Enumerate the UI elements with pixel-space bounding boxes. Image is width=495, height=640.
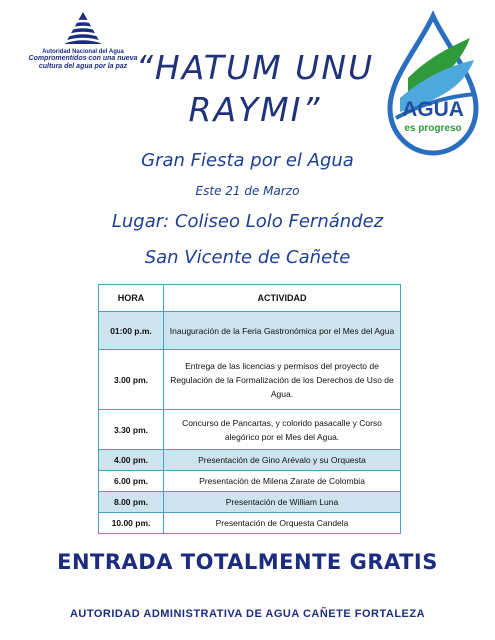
row-actividad: Presentación de Milena Zarate de Colombia <box>164 471 401 492</box>
ana-emblem-icon <box>61 8 105 48</box>
row-hora: 8.00 pm. <box>99 492 164 513</box>
table-row <box>99 410 401 450</box>
row-actividad: Presentación de Gino Arévalo y su Orquesta <box>164 450 401 471</box>
schedule-header-row <box>99 285 401 312</box>
row-hora: 4.00 pm. <box>99 450 164 471</box>
row-actividad: Inauguración de la Feria Gastronómica por el Mes del Agua <box>164 312 401 350</box>
table-row <box>99 450 401 471</box>
header-hora: HORA <box>99 285 164 312</box>
event-date: Este 21 de Marzo <box>195 184 300 198</box>
table-row <box>99 312 401 350</box>
agua-tagline-text: es progreso <box>404 123 462 134</box>
row-actividad: Concurso de Pancartas, y colorido pasacalle y Corso alegórico por el Mes del Agua. <box>164 410 401 450</box>
table-row <box>99 513 401 534</box>
row-actividad: Presentación de Orquesta Candela <box>164 513 401 534</box>
row-hora: 01:00 p.m. <box>99 312 164 350</box>
table-row <box>99 471 401 492</box>
event-subtitle: Gran Fiesta por el Agua <box>141 150 354 171</box>
schedule-table <box>98 284 401 534</box>
free-entry-banner: ENTRADA TOTALMENTE GRATIS <box>57 550 438 574</box>
row-hora: 3.30 pm. <box>99 410 164 450</box>
table-row <box>99 492 401 513</box>
event-title-line1: “HATUM UNU <box>135 48 375 87</box>
agua-brand-text: AGUA <box>402 98 464 121</box>
row-hora: 10.00 pm. <box>99 513 164 534</box>
row-hora: 6.00 pm. <box>99 471 164 492</box>
row-actividad: Entrega de las licencias y permisos del proyecto de Regulación de la Formalización de los Derechos de Uso de Agua. <box>164 350 401 410</box>
event-place: Lugar: Coliseo Lolo Fernández <box>111 211 384 232</box>
event-title-line2: RAYMI” <box>188 90 322 129</box>
event-city: San Vicente de Cañete <box>144 247 351 268</box>
row-hora: 3.00 pm. <box>99 350 164 410</box>
row-actividad: Presentación de William Luna <box>164 492 401 513</box>
footer-organizer: AUTORIDAD ADMINISTRATIVA DE AGUA CAÑETE FORTALEZA <box>69 608 426 620</box>
ana-org-name: Autoridad Nacional del Agua <box>42 49 124 55</box>
ana-motto-line1: Compromentidos con una nueva <box>28 55 138 62</box>
header-actividad: ACTIVIDAD <box>164 285 401 312</box>
ana-motto-line2: cultura del agua por la paz <box>38 63 128 70</box>
table-row <box>99 350 401 410</box>
